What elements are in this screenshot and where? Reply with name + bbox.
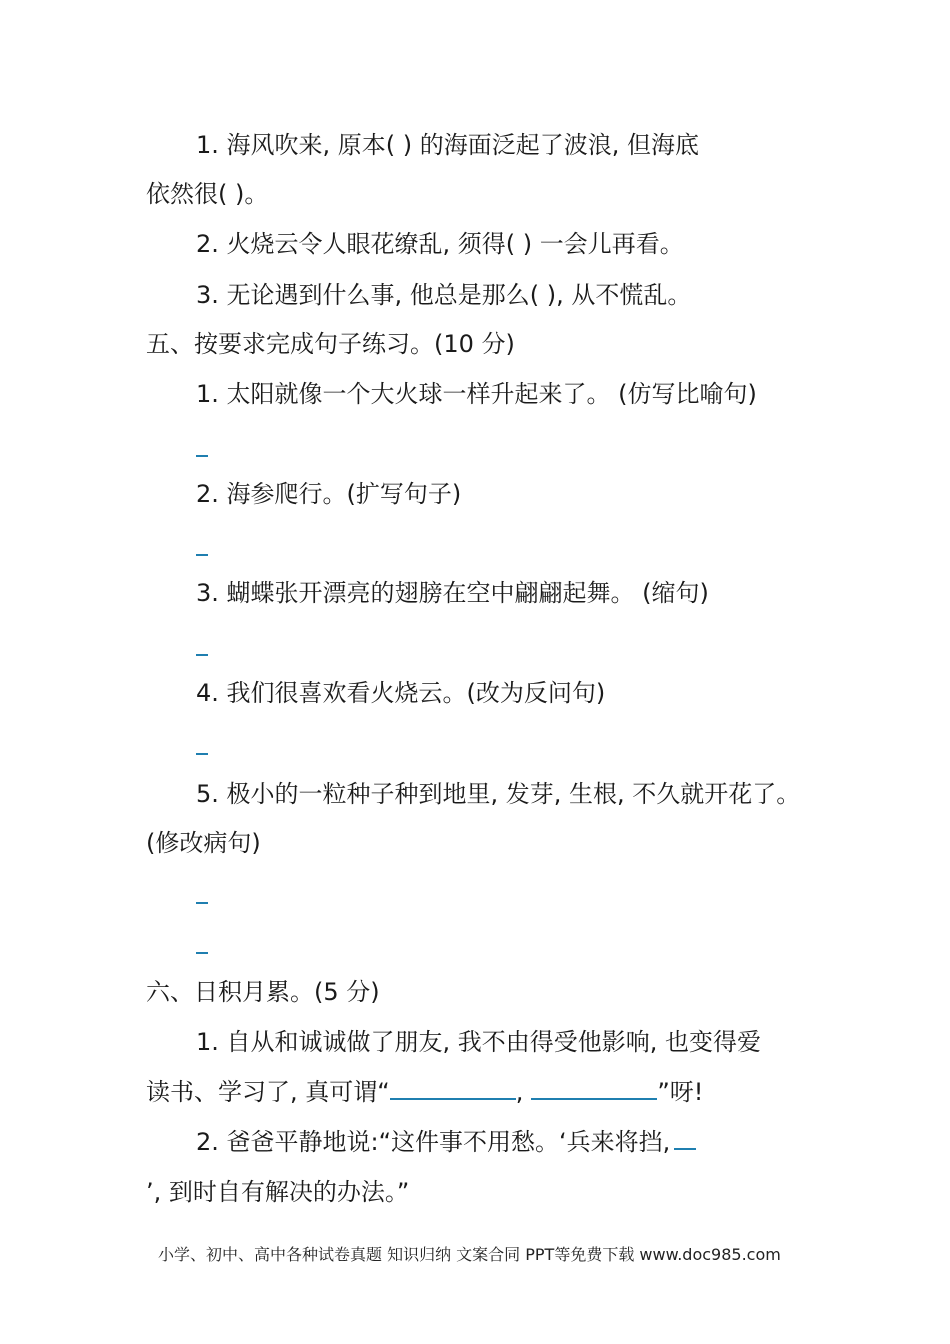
- q6-1-sep: ,: [515, 1078, 524, 1106]
- q6-1-line1: 1. 自从和诚诚做了朋友, 我不由得受他影响, 也变得爱: [196, 1028, 762, 1056]
- q6-1-line2: [146, 1076, 703, 1108]
- q4-3: 3. 无论遇到什么事, 他总是那么( ), 从不慌乱。: [196, 281, 692, 309]
- q5-2: 2. 海参爬行。(扩写句子): [196, 480, 462, 508]
- answer-line-q5-1[interactable]: [196, 455, 208, 457]
- q5-5-line1: 5. 极小的一粒种子种到地里, 发芽, 生根, 不久就开花了。: [196, 780, 801, 808]
- section5-heading: 五、按要求完成句子练习。(10 分): [146, 330, 515, 358]
- answer-line-q5-3[interactable]: [196, 654, 208, 656]
- q5-4: 4. 我们很喜欢看火烧云。(改为反问句): [196, 679, 606, 707]
- q6-2-text: 2. 爸爸平静地说:“这件事不用愁。‘兵来将挡,: [196, 1128, 671, 1156]
- q6-1-prefix: 读书、学习了, 真可谓“: [146, 1078, 390, 1106]
- answer-line-q5-5b[interactable]: [196, 952, 208, 954]
- answer-line-q5-2[interactable]: [196, 554, 208, 556]
- section6-heading: 六、日积月累。(5 分): [146, 978, 380, 1006]
- q6-2-line1: [196, 1126, 696, 1158]
- q5-1: 1. 太阳就像一个大火球一样升起来了。 (仿写比喻句): [196, 380, 757, 408]
- q6-2-line2: ’, 到时自有解决的办法。”: [146, 1178, 410, 1206]
- q5-3: 3. 蝴蝶张开漂亮的翅膀在空中翩翩起舞。 (缩句): [196, 579, 709, 607]
- q4-1-line2: 依然很( )。: [146, 180, 269, 208]
- fill-blank-3[interactable]: [674, 1128, 696, 1150]
- fill-blank-1[interactable]: [390, 1078, 516, 1100]
- q4-2: 2. 火烧云令人眼花缭乱, 须得( ) 一会儿再看。: [196, 230, 684, 258]
- fill-blank-2[interactable]: [531, 1078, 657, 1100]
- q5-5-line2: (修改病句): [146, 829, 261, 857]
- q6-1-suffix: ”呀!: [657, 1078, 704, 1106]
- page-footer: 小学、初中、高中各种试卷真题 知识归纳 文案合同 PPT等免费下载 www.doc985.com: [158, 1245, 781, 1264]
- answer-line-q5-5a[interactable]: [196, 902, 208, 904]
- answer-line-q5-4[interactable]: [196, 753, 208, 755]
- q4-1-line1: 1. 海风吹来, 原本( ) 的海面泛起了波浪, 但海底: [196, 131, 700, 159]
